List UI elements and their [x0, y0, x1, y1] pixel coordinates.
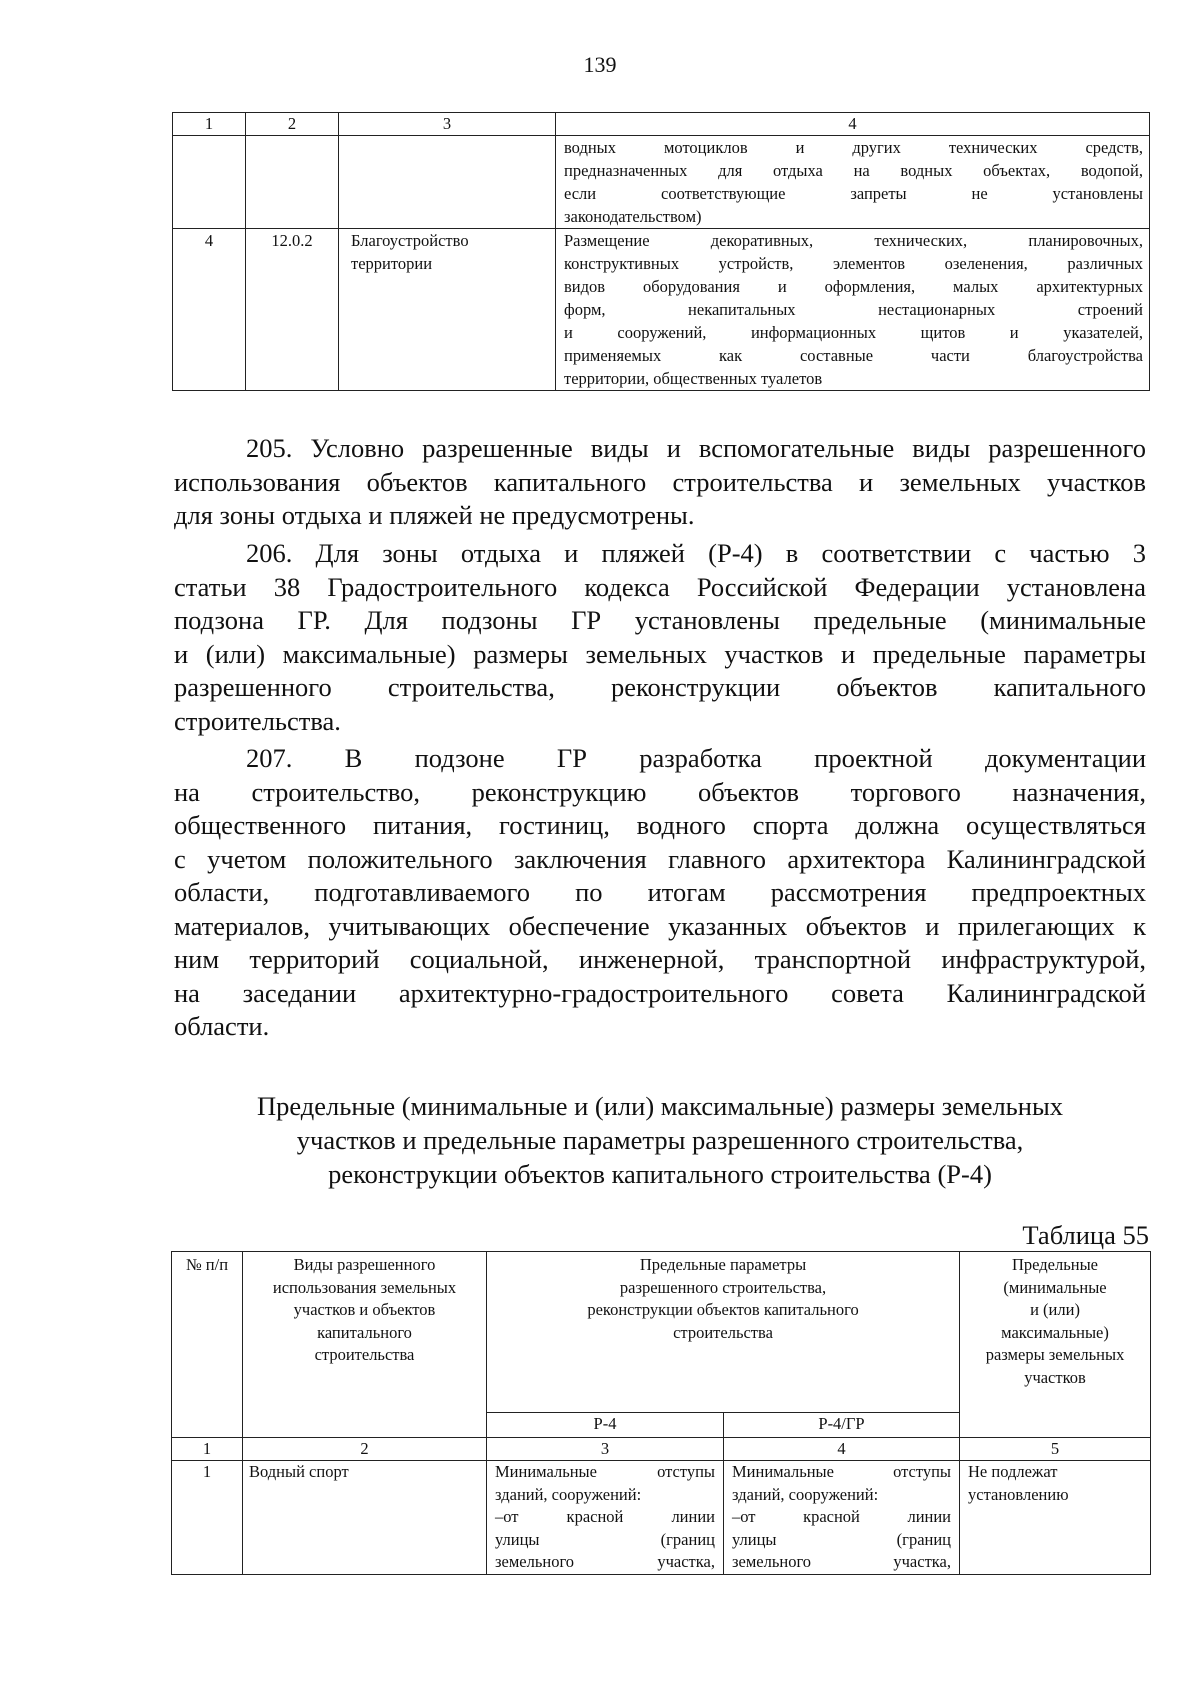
header-cell: 1: [173, 113, 246, 136]
header-number: № п/п: [172, 1252, 243, 1438]
table-row: [173, 136, 1150, 229]
row-plot-sizes: Не подлежат установлению: [960, 1461, 1151, 1575]
description-line: если соответствующие запреты не установлены: [564, 184, 1143, 203]
column-number: 2: [243, 1438, 487, 1461]
paragraph-line: разрешенного строительства, реконструкции объектов капитального: [174, 672, 1146, 702]
paragraph-206: [174, 537, 1146, 738]
row-code: [246, 136, 339, 229]
caption-line: реконструкции объектов капитального строительства (Р-4): [328, 1159, 992, 1189]
table-row: [173, 229, 1150, 391]
description-line: водных мотоциклов и других технических средств,: [564, 138, 1143, 157]
subheader-r4gr: Р-4/ГР: [724, 1413, 960, 1438]
column-number: 4: [724, 1438, 960, 1461]
column-number: 5: [960, 1438, 1151, 1461]
description-line: конструктивных устройств, элементов озеленения, различных: [564, 254, 1143, 273]
paragraph-line: строительства.: [174, 705, 341, 736]
land-use-table-continued: [172, 112, 1150, 391]
column-number: 1: [172, 1438, 243, 1461]
row-number: 1: [172, 1461, 243, 1575]
row-name: [339, 136, 556, 229]
caption-line: Предельные (минимальные и (или) максимальные) размеры земельных: [256, 1091, 1064, 1121]
column-number: 3: [487, 1438, 724, 1461]
column-numbers-row: [172, 1438, 1151, 1461]
name-line: территории: [351, 254, 433, 273]
header-construction-limits: Предельные параметры разрешенного строительства, реконструкции объектов капитального строительства: [487, 1252, 960, 1413]
header-plot-sizes: Предельные (минимальные и (или) максимальные) размеры земельных участков: [960, 1252, 1151, 1438]
paragraph-line: 207. В подзоне ГР разработка проектной документации: [246, 743, 1146, 773]
caption-line: участков и предельные параметры разрешенного строительства,: [296, 1125, 1024, 1155]
row-r4gr-limits: Минимальные отступы зданий, сооружений: –от красной линии улицы (границ земельного участка,: [724, 1461, 960, 1575]
paragraph-line: для зоны отдыха и пляжей не предусмотрены.: [174, 500, 695, 530]
row-number: 4: [173, 229, 246, 391]
paragraph-line: и (или) максимальные) размеры земельных участков и предельные параметры: [174, 638, 1146, 669]
limits-table: [171, 1251, 1151, 1575]
header-cell: 4: [556, 113, 1150, 136]
header-cell: 2: [246, 113, 339, 136]
row-number: [173, 136, 246, 229]
header-use-types: Виды разрешенного использования земельных участков и объектов капитального строительства: [243, 1252, 487, 1438]
description-line: форм, некапитальных нестационарных строений: [564, 300, 1143, 319]
table-row: [172, 1461, 1151, 1575]
name-line: Благоустройство: [351, 231, 469, 250]
paragraph-line: использования объектов капитального строительства и земельных участков: [174, 466, 1146, 497]
table-header-row: [172, 1252, 1151, 1413]
paragraph-line: области, подготавливаемого по итогам рассмотрения предпроектных: [174, 877, 1146, 907]
row-use-type: Водный спорт: [243, 1461, 487, 1575]
paragraph-line: на заседании архитектурно-градостроительного совета Калининградской: [174, 977, 1146, 1008]
header-cell: 3: [339, 113, 556, 136]
description-line: законодательством): [564, 207, 702, 226]
description-line: применяемых как составные части благоустройства: [564, 346, 1143, 365]
paragraph-line: на строительство, реконструкцию объектов торгового назначения,: [174, 776, 1146, 807]
paragraph-207: [174, 742, 1146, 1044]
description-line: видов оборудования и оформления, малых архитектурных: [564, 277, 1143, 296]
paragraph-line: 205. Условно разрешенные виды и вспомогательные виды разрешенного: [246, 433, 1146, 463]
row-r4-limits: Минимальные отступы зданий, сооружений: –от красной линии улицы (границ земельного участка,: [487, 1461, 724, 1575]
paragraph-line: с учетом положительного заключения главного архитектора Калининградской: [174, 843, 1146, 874]
paragraph-line: области.: [174, 1011, 270, 1041]
row-code: 12.0.2: [246, 229, 339, 391]
description-line: Размещение декоративных, технических, планировочных,: [564, 231, 1143, 250]
table-number-label: Таблица 55: [1022, 1220, 1149, 1250]
row-description: [556, 136, 1150, 229]
paragraph-line: 206. Для зоны отдыха и пляжей (Р-4) в соответствии с частью 3: [246, 538, 1146, 568]
table-caption: [174, 1089, 1146, 1191]
paragraph-line: материалов, учитывающих обеспечение указанных объектов и прилегающих к: [174, 910, 1146, 941]
row-name: [339, 229, 556, 391]
paragraph-line: общественного питания, гостиниц, водного спорта должна осуществляться: [174, 810, 1146, 840]
subheader-r4: Р-4: [487, 1413, 724, 1438]
page-number: 139: [583, 52, 617, 77]
paragraph-line: ним территорий социальной, инженерной, транспортной инфраструктурой,: [174, 944, 1146, 974]
description-line: территории, общественных туалетов: [564, 369, 823, 388]
paragraph-line: подзона ГР. Для подзоны ГР установлены предельные (минимальные: [174, 605, 1146, 635]
paragraph-line: статьи 38 Градостроительного кодекса Российской Федерации установлена: [174, 571, 1146, 602]
description-line: и сооружений, информационных щитов и указателей,: [564, 323, 1143, 342]
paragraph-205: [174, 432, 1146, 533]
description-line: предназначенных для отдыха на водных объектах, водопой,: [564, 161, 1143, 180]
row-description: [556, 229, 1150, 391]
table-header-row: [173, 113, 1150, 136]
